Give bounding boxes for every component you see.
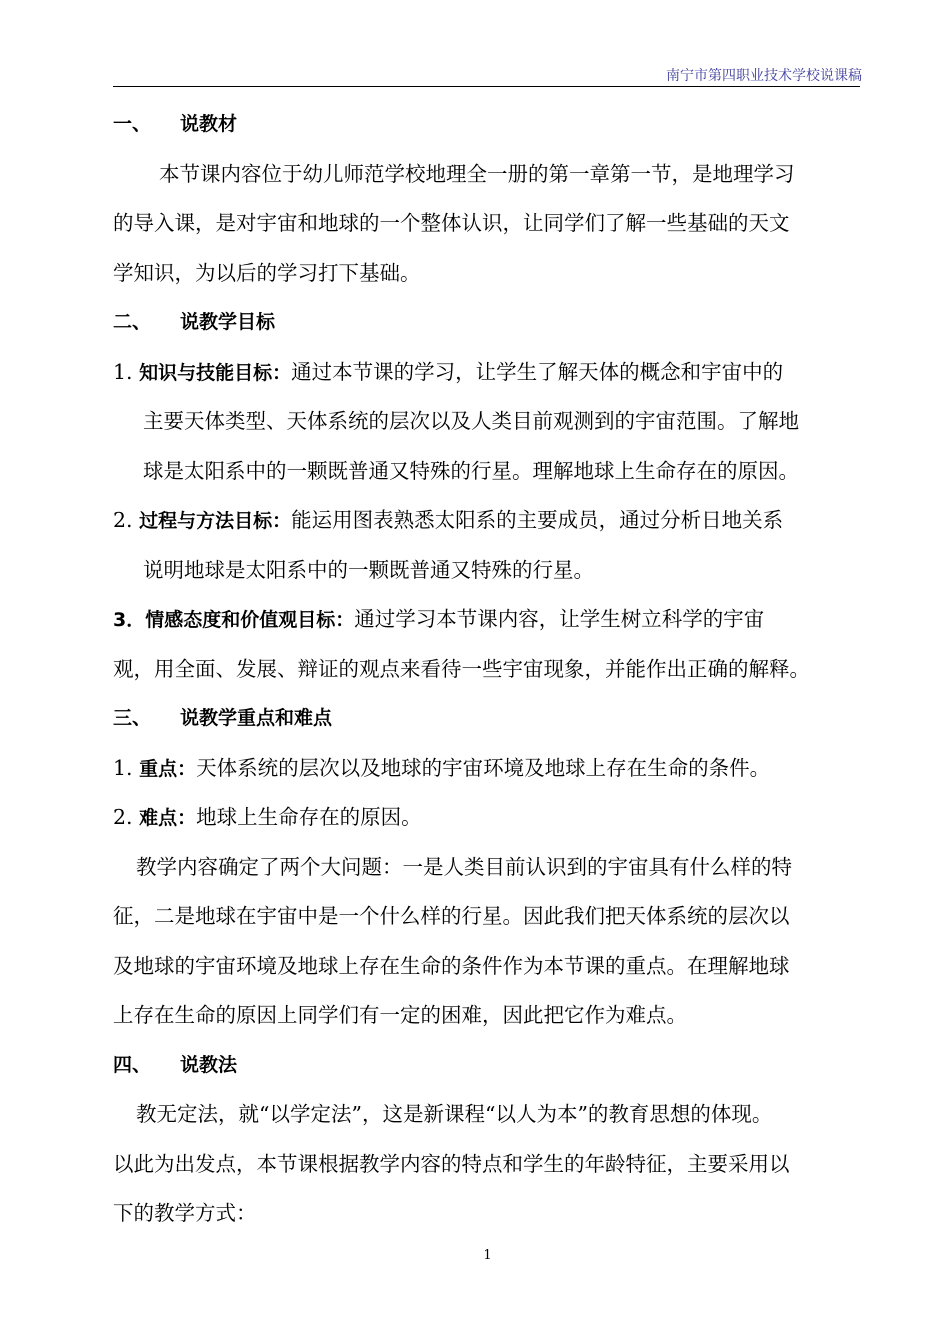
paragraph-line: 上存在生命的原因上同学们有一定的困难，因此把它作为难点。 <box>113 1003 687 1027</box>
item-number: 2. <box>113 805 133 829</box>
paragraph-line: 征，二是地球在宇宙中是一个什么样的行星。因此我们把天体系统的层次以 <box>113 904 790 928</box>
paragraph-line: 本节课内容位于幼儿师范学校地理全一册的第一章第一节，是地理学习 <box>159 161 795 186</box>
item-number: 2. <box>113 508 133 532</box>
section-number: 二、 <box>113 311 152 333</box>
objective-item-1 <box>113 348 863 398</box>
key-point-item <box>113 744 863 794</box>
item-number: 1. <box>113 755 133 780</box>
header-divider <box>113 86 860 87</box>
item-label: 情感态度和价值观目标： <box>145 609 355 631</box>
section-heading-1 <box>113 100 863 150</box>
item-text: 天体系统的层次以及地球的宇宙环境及地球上存在生命的条件。 <box>196 755 771 780</box>
paragraph-line: 下的教学方式： <box>113 1201 257 1225</box>
item-label: 过程与方法目标： <box>139 510 292 532</box>
item-text: 通过学习本节课内容，让学生树立科学的宇宙 <box>354 607 765 631</box>
paragraph-line: 的导入课，是对宇宙和地球的一个整体认识，让同学们了解一些基础的天文 <box>113 211 790 235</box>
item-text: 能运用图表熟悉太阳系的主要成员，通过分析日地关系 <box>291 508 784 532</box>
section-number: 三、 <box>113 707 152 729</box>
document-body <box>113 100 863 1239</box>
page-number: 1 <box>483 1248 492 1263</box>
paragraph-line: 教无定法，就“以学定法”，这是新课程“以人为本”的教育思想的体现。 <box>136 1102 773 1126</box>
section-number: 四、 <box>113 1053 152 1076</box>
section-title: 说教法 <box>180 1053 238 1076</box>
paragraph-line: 以此为出发点，本节课根据教学内容的特点和学生的年龄特征，主要采用以 <box>113 1151 790 1176</box>
page-header: 南宁市第四职业技术学校说课稿 <box>666 68 862 84</box>
item-number: 3． <box>113 609 146 631</box>
item-label: 重点： <box>139 757 197 780</box>
objective-item-3 <box>113 595 863 645</box>
item-number: 1. <box>113 359 133 384</box>
difficulty-item <box>113 793 863 843</box>
objective-item-2 <box>113 496 863 546</box>
item-label: 难点： <box>139 807 197 829</box>
paragraph-line: 球是太阳系中的一颗既普通又特殊的行星。理解地球上生命存在的原因。 <box>143 458 799 483</box>
paragraph-line: 主要天体类型、天体系统的层次以及人类目前观测到的宇宙范围。了解地 <box>143 409 799 433</box>
section-title: 说教学重点和难点 <box>180 707 333 729</box>
section-title: 说教学目标 <box>180 311 276 333</box>
section-heading-3 <box>113 694 863 744</box>
paragraph-line: 及地球的宇宙环境及地球上存在生命的条件作为本节课的重点。在理解地球 <box>113 953 790 978</box>
section-heading-4 <box>113 1041 863 1091</box>
paragraph-line: 教学内容确定了两个大问题：一是人类目前认识到的宇宙具有什么样的特 <box>136 854 792 879</box>
section-heading-2 <box>113 298 863 348</box>
item-text: 通过本节课的学习，让学生了解天体的概念和宇宙中的 <box>291 359 784 384</box>
section-title: 说教材 <box>180 113 238 135</box>
paragraph-line: 学知识，为以后的学习打下基础。 <box>113 260 421 285</box>
paragraph-line: 观，用全面、发展、辩证的观点来看待一些宇宙现象，并能作出正确的解释。 <box>113 656 810 681</box>
paragraph-line: 说明地球是太阳系中的一颗既普通又特殊的行星。 <box>143 557 594 582</box>
item-text: 地球上生命存在的原因。 <box>196 805 422 829</box>
section-number: 一、 <box>113 113 152 135</box>
item-label: 知识与技能目标： <box>139 361 292 384</box>
